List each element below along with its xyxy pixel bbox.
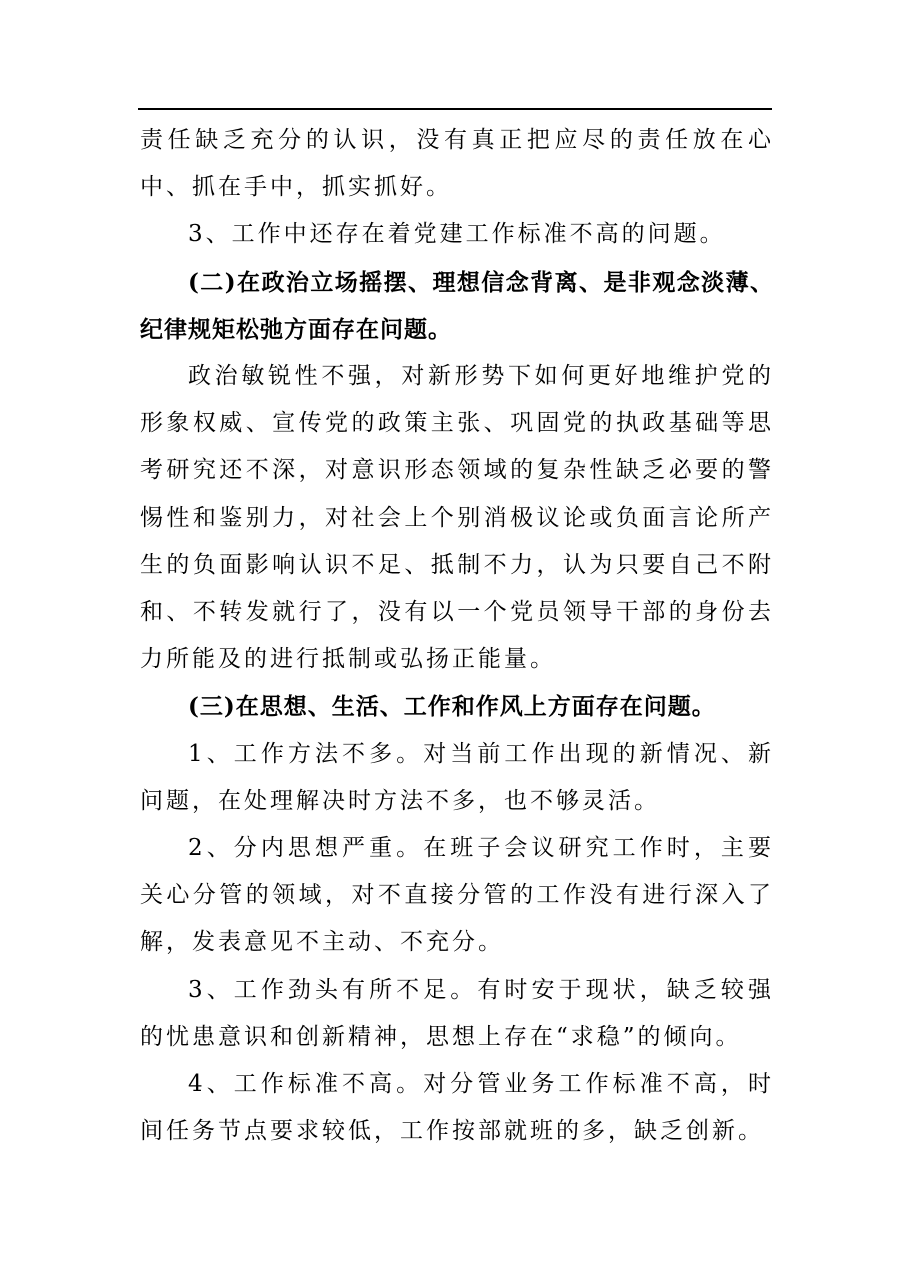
section-heading-3: (三)在思想、生活、工作和作风上方面存在问题。: [188, 693, 716, 721]
paragraph-item-3-party-building: 3、工作中还存在着党建工作标准不高的问题。: [188, 221, 726, 248]
paragraph-item-4-standards: 4、工作标准不高。对分管业务工作标准不高，时间任务节点要求较低，工作按部就班的多，缺乏创新。: [140, 1071, 774, 1145]
document-body: [140, 117, 774, 1155]
section-heading-2: (二)在政治立场摇摆、理想信念背离、是非观念淡薄、纪律规矩松弛方面存在问题。: [140, 268, 774, 343]
paragraph-item-1-methods: 1、工作方法不多。对当前工作出现的新情况、新问题，在处理解决时方法不多，也不够灵活。: [140, 740, 774, 814]
paragraph-political-sensitivity: 政治敏锐性不强，对新形势下如何更好地维护党的形象权威、宣传党的政策主张、巩固党的执政基础等思考研究还不深，对意识形态领域的复杂性缺乏必要的警惕性和鉴别力，对社会上个别消极议论或负面言论所产生的负面影响认识不足、抵制不力，认为只要自己不附和、不转发就行了，没有以一个党员领导干部的身份去力所能及的进行抵制或弘扬正能量。: [140, 363, 774, 673]
paragraph-item-2-thinking: 2、分内思想严重。在班子会议研究工作时，主要关心分管的领域，对不直接分管的工作没有进行深入了解，发表意见不主动、不充分。: [140, 835, 774, 956]
paragraph-continuation: 责任缺乏充分的认识，没有真正把应尽的责任放在心中、抓在手中，抓实抓好。: [140, 127, 774, 201]
header-rule: [138, 108, 772, 110]
paragraph-item-3-drive: 3、工作劲头有所不足。有时安于现状，缺乏较强的忧患意识和创新精神，思想上存在“求稳”的倾向。: [140, 976, 774, 1050]
